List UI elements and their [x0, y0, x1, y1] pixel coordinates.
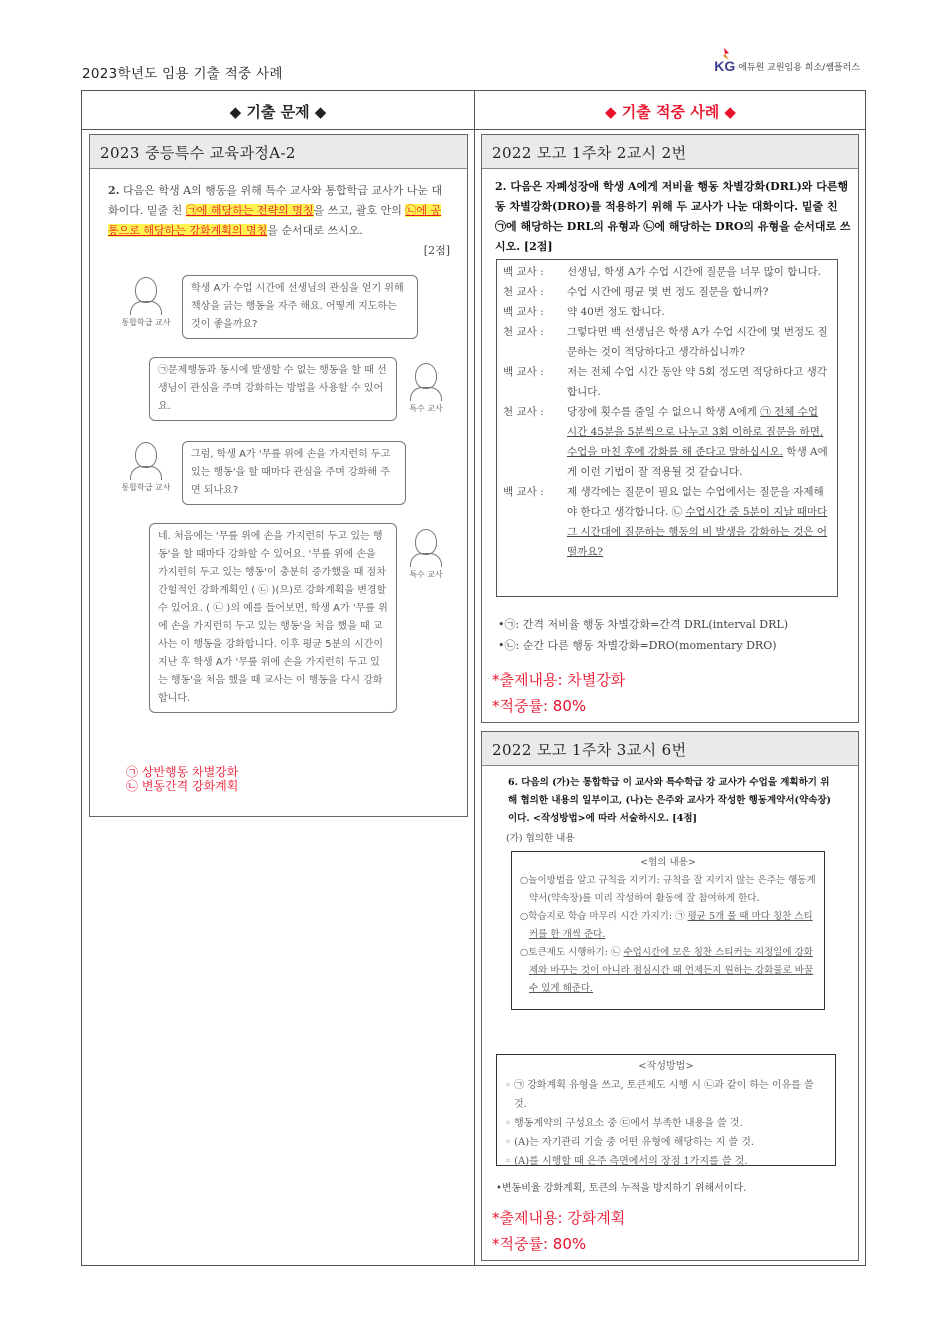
left-column-heading: ◆ 기출 문제 ◆ [229, 103, 327, 121]
speech-bubble-2: ㉠문제행동과 동시에 발생할 수 없는 행동을 할 때 선생님이 관심을 주며 강화하는 방법을 사용할 수 있어요. [149, 357, 397, 421]
method-item: ◦ (A)는 자기관리 기술 중 어떤 유형에 해당하는 지 쓸 것. [505, 1137, 755, 1148]
speech-bubble-1: 학생 A가 수업 시간에 선생님의 관심을 얻기 위해 책상을 긁는 행동을 자주 해요. 어떻게 지도하는 것이 좋을까요? [182, 275, 418, 339]
answer-2: ㉡ 변동간격 강화계획 [126, 779, 239, 793]
mock-question-1: 2. 다음은 자폐성장애 학생 A에게 저비율 행동 차별강화(DRL)와 다른행동 차별강화(DRO)를 적용하기 위해 두 교사가 나눈 대화이다. 밑줄 친 ㉠에 해당하는 DRL의 유형과 ㉡에 해당하는 DRO의 유형을 순서대로 쓰시오. [2점] [495, 180, 851, 253]
mock-exam-card-2 [481, 731, 859, 1261]
mock-exam-card-1 [481, 134, 859, 723]
result-topic-2: *출제내용: 강화계획 [492, 1209, 626, 1227]
column-divider [474, 91, 475, 1265]
logo-mark-icon [722, 48, 730, 60]
consultation-item: ○놀이방법을 알고 규칙을 지키기: 규칙을 잘 지키지 않는 은주는 행동계약서(약속장)를 미리 작성하여 활동에 잘 참여하게 한다. [520, 875, 816, 904]
document-title: 2023학년도 임용 기출 적중 사례 [82, 66, 283, 82]
answer-note-2: •㉡: 순간 다른 행동 차별강화=DRO(momentary DRO) [498, 639, 777, 652]
answer-note-1: •㉠: 간격 저비율 행동 차별강화=간격 DRL(interval DRL) [498, 618, 789, 631]
page-header [82, 58, 866, 84]
sub-label: (가) 협의한 내용 [506, 833, 575, 844]
logo-brand-text: 에듀원 교원임용 희소/쌤플러스 [738, 62, 860, 73]
result-rate-2: *적중률: 80% [492, 1235, 587, 1253]
speech-bubble-3: 그럼, 학생 A가 '무릎 위에 손을 가지런히 두고 있는 행동'을 할 때마다 관심을 주며 강화해 주면 되나요? [182, 441, 406, 505]
method-item: ◦ 행동계약의 구성요소 중 ㉢에서 부족한 내용을 쓸 것. [505, 1118, 743, 1129]
logo-kg: KG [714, 58, 735, 74]
answer-note-3: •변동비율 강화계획, 토큰의 누적을 방지하기 위해서이다. [496, 1183, 747, 1194]
answer-1: ㉠ 상반행동 차별강화 [126, 765, 239, 779]
method-item: ◦ ㉠ 강화계획 유형을 쓰고, 토큰제도 시행 시 ㉡과 같이 하는 이유를 쓸 것. [505, 1080, 814, 1110]
kg-eduone-logo [714, 58, 860, 74]
result-rate-1: *적중률: 80% [492, 697, 587, 715]
dialogue-row: 천 교사 : 그렇다면 백 선생님은 학생 A가 수업 시간에 몇 번정도 질문하는 것이 적당하다고 생각하십니까? [503, 326, 828, 358]
exam-question-card [89, 134, 468, 817]
consultation-box: <협의 내용> ○놀이방법을 알고 규칙을 지키기: 규칙을 잘 지키지 않는 은주는 행동계약서(약속장)를 미리 작성하여 활동에 잘 참여하게 한다. ○학습지로 학습 마무리 시간 가지기: ㉠ 평균 5개 풀 때 마다 칭찬 스티커를 한 개씩 준다. ○토큰제도 시행하기: ㉡ 수업시간에 모은 칭찬 스티커는 지정일에 강화제와 바꾸는 것이 아니라 점심시간 때 언제든지 원하는 강화물로 바꿀 수 있게 해준다. [511, 851, 825, 1010]
comparison-table [81, 90, 866, 1266]
speech-bubble-4: 네. 처음에는 '무릎 위에 손을 가지런히 두고 있는 행동'을 할 때마다 강화할 수 있어요. '무릎 위에 손을 가지런히 두고 있는 행동'이 충분히 증가했을 때 점차 간헐적인 강화계획인 ( ㉡ )(으)로 강화계획을 변경할 수 있어요. ( ㉡ )의 예를 들어보면, 학생 A가 '무릎 위에 손을 가지런히 두고 있는 행동'을 처음 했을 때 교사는 이 행동을 강화합니다. 이후 평균 5분의 시간이 지난 후 학생 A가 '무릎 위에 손을 가지런히 두고 있는 행동'을 처음 했을 때 교사는 이 행동을 다시 강화합니다. [149, 523, 397, 713]
teacher-dialogue [496, 259, 838, 597]
mock-exam-title-2: 2022 모고 1주차 3교시 6번 [482, 732, 858, 766]
dialogue-row: 백 교사 : 선생님, 학생 A가 수업 시간에 질문을 너무 많이 합니다. [503, 266, 821, 278]
dialogue-row: 백 교사 : 약 40번 정도 합니다. [503, 306, 665, 318]
dialogue-row: 천 교사 : 수업 시간에 평균 몇 번 정도 질문을 합니까? [503, 286, 769, 298]
highlight-schedule: ㉡에 공통으로 해당하는 강화계획의 명칭 [108, 204, 442, 237]
writing-method-box: <작성방법> ◦ ㉠ 강화계획 유형을 쓰고, 토큰제도 시행 시 ㉡과 같이 하는 이유를 쓸 것. ◦ 행동계약의 구성요소 중 ㉢에서 부족한 내용을 쓸 것. ◦ (A)는 자기관리 기술 중 어떤 유형에 해당하는 지 쓸 것. ◦ (A)를 시행할 때 은주 측면에서의 장점 1가지를 쓸 것. [496, 1054, 836, 1166]
right-column-heading: ◆ 기출 적중 사례 ◆ [605, 103, 736, 121]
mock-exam-title-1: 2022 모고 1주차 2교시 2번 [482, 135, 858, 169]
consultation-item: ○학습지로 학습 마무리 시간 가지기: ㉠ 평균 5개 풀 때 마다 칭찬 스티커를 한 개씩 준다. [520, 911, 813, 940]
result-topic-1: *출제내용: 차별강화 [492, 671, 626, 689]
highlight-strategy: ㉠에 해당하는 전략의 명칭 [185, 204, 314, 217]
exam-question-prompt: 2. 다음은 학생 A의 행동을 위해 특수 교사와 통합학급 교사가 나눈 대화이다. 밑줄 친 ㉠에 해당하는 전략의 명칭을 쓰고, 괄호 안의 ㉡에 공통으로 해당하는 강화계획의 명칭을 순서대로 쓰시오. [2점] [108, 184, 450, 257]
mock-question-2: 6. 다음의 (가)는 통합학급 이 교사와 특수학급 강 교사가 수업을 계획하기 위해 협의한 내용의 일부이고, (나)는 은주와 교사가 작성한 행동계약서(약속장)이다. <작성방법>에 따라 서술하시오. [4점] [508, 777, 832, 824]
header-divider [82, 129, 865, 130]
special-teacher-avatar: 특수 교사 [406, 529, 446, 580]
dialogue-row: 백 교사 : 저는 전체 수업 시간 동안 약 5회 정도면 적당하다고 생각합니다. [503, 366, 827, 398]
general-teacher-avatar: 통합학급 교사 [126, 277, 166, 328]
exam-question-title: 2023 중등특수 교육과정A-2 [90, 135, 467, 169]
method-item: ◦ (A)를 시행할 때 은주 측면에서의 장점 1가지를 쓸 것. [505, 1156, 748, 1167]
special-teacher-avatar: 특수 교사 [406, 363, 446, 414]
general-teacher-avatar: 통합학급 교사 [126, 442, 166, 493]
dialogue-row: 백 교사 : 제 생각에는 질문이 필요 없는 수업에서는 질문을 자제해야 한다고 생각합니다. ㉡ 수업시간 중 5분이 지날 때마다 그 시간대에 질문하는 행동의 비 발생을 강화하는 것은 어떨까요? [503, 486, 828, 558]
consultation-item: ○토큰제도 시행하기: ㉡ 수업시간에 모은 칭찬 스티커는 지정일에 강화제와 바꾸는 것이 아니라 점심시간 때 언제든지 원하는 강화물로 바꿀 수 있게 해준다. [520, 947, 814, 994]
dialogue-row: 천 교사 : 당장에 횟수를 줄일 수 없으니 학생 A에게 ㉠ 전체 수업 시간 45분을 5분씩으로 나누고 3회 이하로 질문을 하면, 수업을 마친 후에 강화를 해 준다고 말하십시오. 학생 A에게 이런 기법이 잘 적용될 것 같습니다. [503, 406, 828, 478]
